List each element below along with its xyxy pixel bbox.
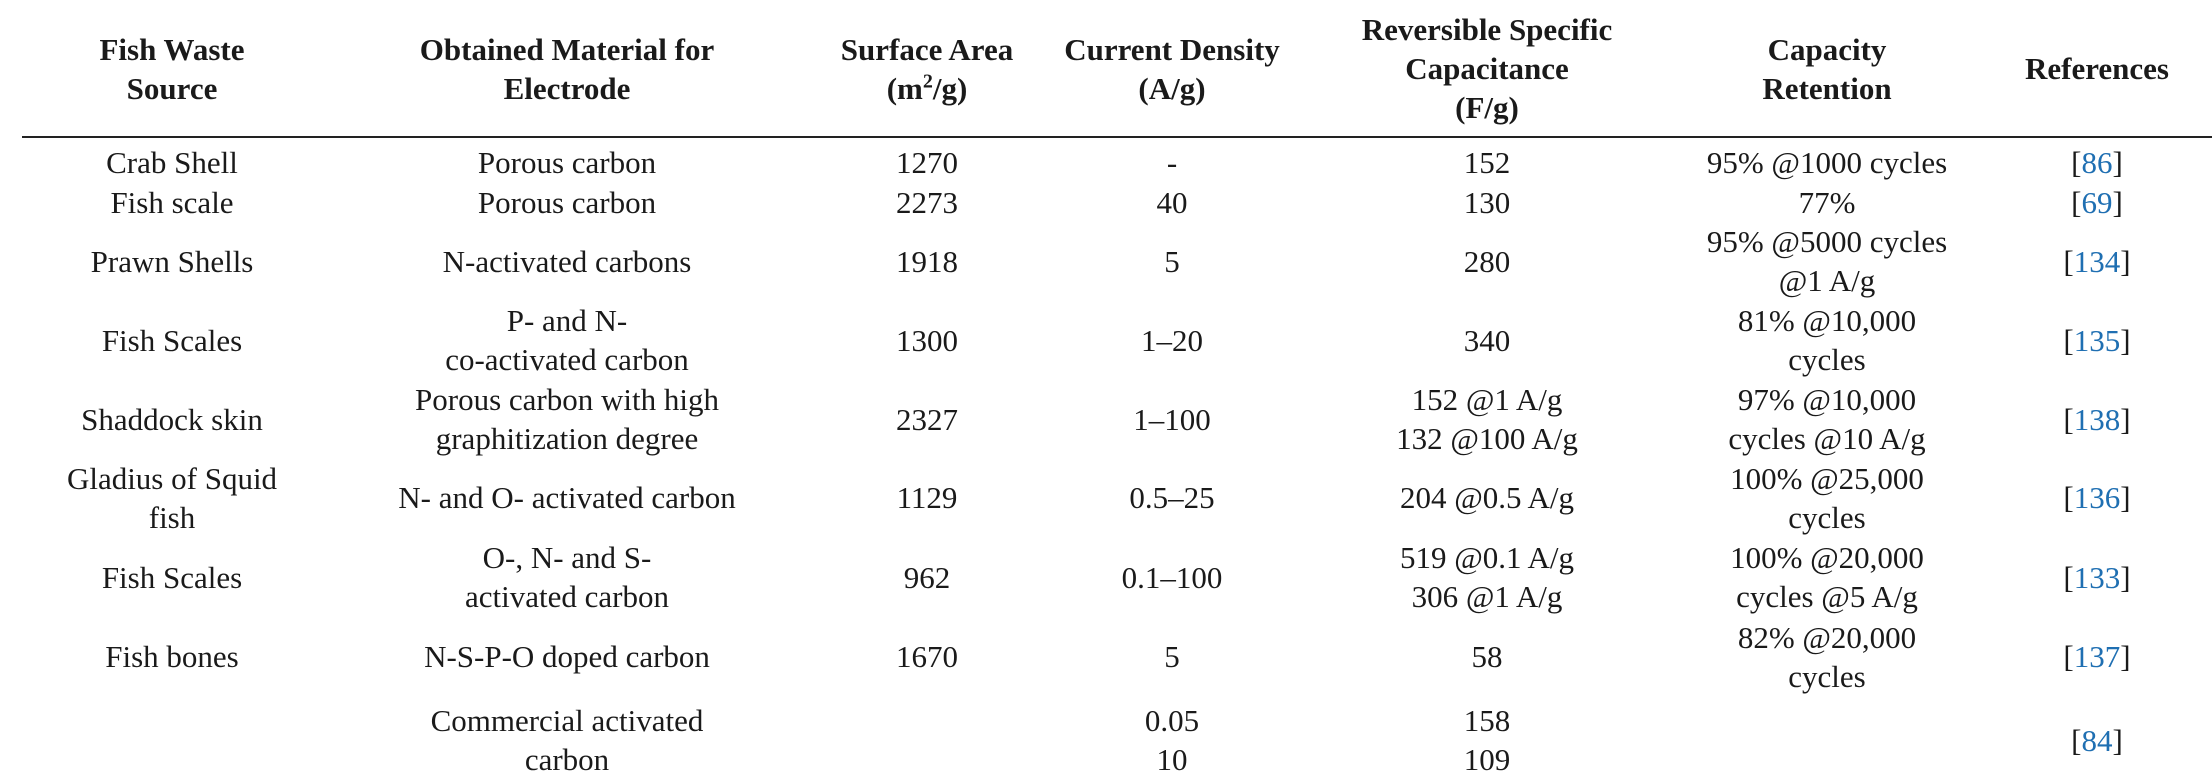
cell-fish-waste-source: Gladius of Squid fish <box>66 460 278 535</box>
cell-capacity-retention: 81% @10,000 cycles <box>1737 303 1917 377</box>
cell-specific-capacitance: 152 <box>1463 144 1511 180</box>
cell-capacity-retention <box>1672 696 1982 784</box>
cell-fish-waste-source <box>22 696 322 784</box>
cell-capacity-retention: 95% @1000 cycles <box>1706 144 1948 180</box>
cell-obtained-material: N- and O- activated carbon <box>398 480 736 515</box>
header-references: References <box>2024 51 2169 86</box>
header-specific-capacitance: Reversible Specific Capacitance (F/g) <box>1361 12 1613 125</box>
cell-obtained-material: Porous carbon <box>477 184 657 220</box>
cell-fish-waste-source: Fish Scales <box>101 559 243 595</box>
cell-fish-waste-source: Fish scale <box>110 184 234 220</box>
cell-fish-waste-source: Fish Scales <box>101 322 243 358</box>
cell-obtained-material: Porous carbon with high graphitization degree <box>415 382 719 456</box>
cell-surface-area: 2273 <box>896 184 958 220</box>
cell-surface-area: 1300 <box>896 322 958 358</box>
reference-link[interactable]: 135 <box>2073 322 2121 358</box>
cell-fish-waste-source: Crab Shell <box>106 144 238 180</box>
cell-current-density: 0.05 10 <box>1144 703 1200 777</box>
cell-specific-capacitance: 158 109 <box>1463 703 1511 777</box>
cell-capacity-retention: 100% @25,000 cycles <box>1730 460 1924 535</box>
cell-current-density: 0.1–100 <box>1121 559 1223 595</box>
cell-capacity-retention: 97% @10,000 cycles @10 A/g <box>1728 382 1926 456</box>
cell-obtained-material: Commercial activated carbon <box>430 703 704 777</box>
cell-surface-area: 1670 <box>896 639 958 674</box>
cell-obtained-material: P- and N- co-activated carbon <box>445 303 689 377</box>
table-row <box>22 182 2212 222</box>
cell-specific-capacitance: 519 @0.1 A/g 306 @1 A/g <box>1399 540 1575 614</box>
cell-obtained-material: O-, N- and S- activated carbon <box>465 540 669 614</box>
cell-reference: [69] <box>2071 184 2123 220</box>
cell-specific-capacitance: 58 <box>1471 639 1503 674</box>
cell-fish-waste-source: Shaddock skin <box>81 401 263 437</box>
reference-link[interactable]: 69 <box>2081 184 2113 220</box>
header-current-density: Current Density (A/g) <box>1064 31 1280 106</box>
cell-current-density: 0.5–25 <box>1129 480 1215 515</box>
cell-capacity-retention: 100% @20,000 cycles @5 A/g <box>1730 540 1924 614</box>
cell-reference: [84] <box>2071 722 2123 758</box>
cell-specific-capacitance: 204 @0.5 A/g <box>1399 480 1575 515</box>
cell-obtained-material: N-S-P-O doped carbon <box>424 639 710 674</box>
reference-link[interactable]: 86 <box>2081 144 2113 180</box>
table-row <box>22 458 2212 537</box>
table-row <box>22 537 2212 617</box>
reference-link[interactable]: 133 <box>2073 559 2121 595</box>
cell-current-density: 5 <box>1164 639 1180 674</box>
cell-current-density: 5 <box>1164 243 1180 279</box>
cell-obtained-material: Porous carbon <box>477 144 657 180</box>
table-header <box>22 0 2212 137</box>
header-rule <box>22 136 2212 138</box>
reference-link[interactable]: 134 <box>2073 243 2121 279</box>
cell-surface-area: 1918 <box>896 243 958 279</box>
reference-link[interactable]: 84 <box>2081 722 2113 758</box>
reference-link[interactable]: 136 <box>2073 480 2121 515</box>
cell-specific-capacitance: 340 <box>1463 322 1511 358</box>
cell-fish-waste-source: Prawn Shells <box>90 243 254 279</box>
cell-specific-capacitance: 152 @1 A/g 132 @100 A/g <box>1396 382 1578 456</box>
cell-reference: [135] <box>2063 322 2131 358</box>
header-capacity-retention: Capacity Retention <box>1762 31 1892 106</box>
cell-current-density: 40 <box>1156 184 1188 220</box>
cell-capacity-retention: 95% @5000 cycles @1 A/g <box>1706 224 1948 298</box>
cell-reference: [133] <box>2063 559 2131 595</box>
cell-surface-area: 962 <box>903 559 951 595</box>
cell-surface-area <box>812 696 1042 784</box>
cell-current-density: 1–20 <box>1141 322 1203 358</box>
cell-reference: [136] <box>2063 480 2131 515</box>
table-row <box>22 142 2212 182</box>
cell-current-density: - <box>1166 144 1178 180</box>
cell-surface-area: 1129 <box>896 480 958 515</box>
cell-fish-waste-source: Fish bones <box>105 639 239 674</box>
cell-surface-area: 1270 <box>896 144 958 180</box>
cell-reference: [86] <box>2071 144 2123 180</box>
cell-reference: [137] <box>2063 639 2131 674</box>
table-row <box>22 222 2212 300</box>
table-row <box>22 300 2212 380</box>
header-fish-waste-source: Fish Waste Source <box>99 31 245 106</box>
cell-current-density: 1–100 <box>1133 401 1211 437</box>
reference-link[interactable]: 138 <box>2073 401 2121 437</box>
cell-specific-capacitance: 280 <box>1463 243 1511 279</box>
cell-obtained-material: N-activated carbons <box>442 243 692 279</box>
cell-capacity-retention: 82% @20,000 cycles <box>1737 619 1917 694</box>
reference-link[interactable]: 137 <box>2073 639 2121 674</box>
table-row <box>22 380 2212 458</box>
header-obtained-material: Obtained Material for Electrode <box>419 31 715 106</box>
table-row <box>22 617 2212 696</box>
cell-capacity-retention: 77% <box>1798 184 1856 220</box>
data-table <box>22 0 2212 784</box>
header-surface-area: Surface Area $(m^2/g)$ <box>840 31 1014 106</box>
cell-specific-capacitance: 130 <box>1463 184 1511 220</box>
cell-reference: [138] <box>2063 401 2131 437</box>
cell-surface-area: 2327 <box>896 401 958 437</box>
table-row <box>22 696 2212 784</box>
cell-reference: [134] <box>2063 243 2131 279</box>
